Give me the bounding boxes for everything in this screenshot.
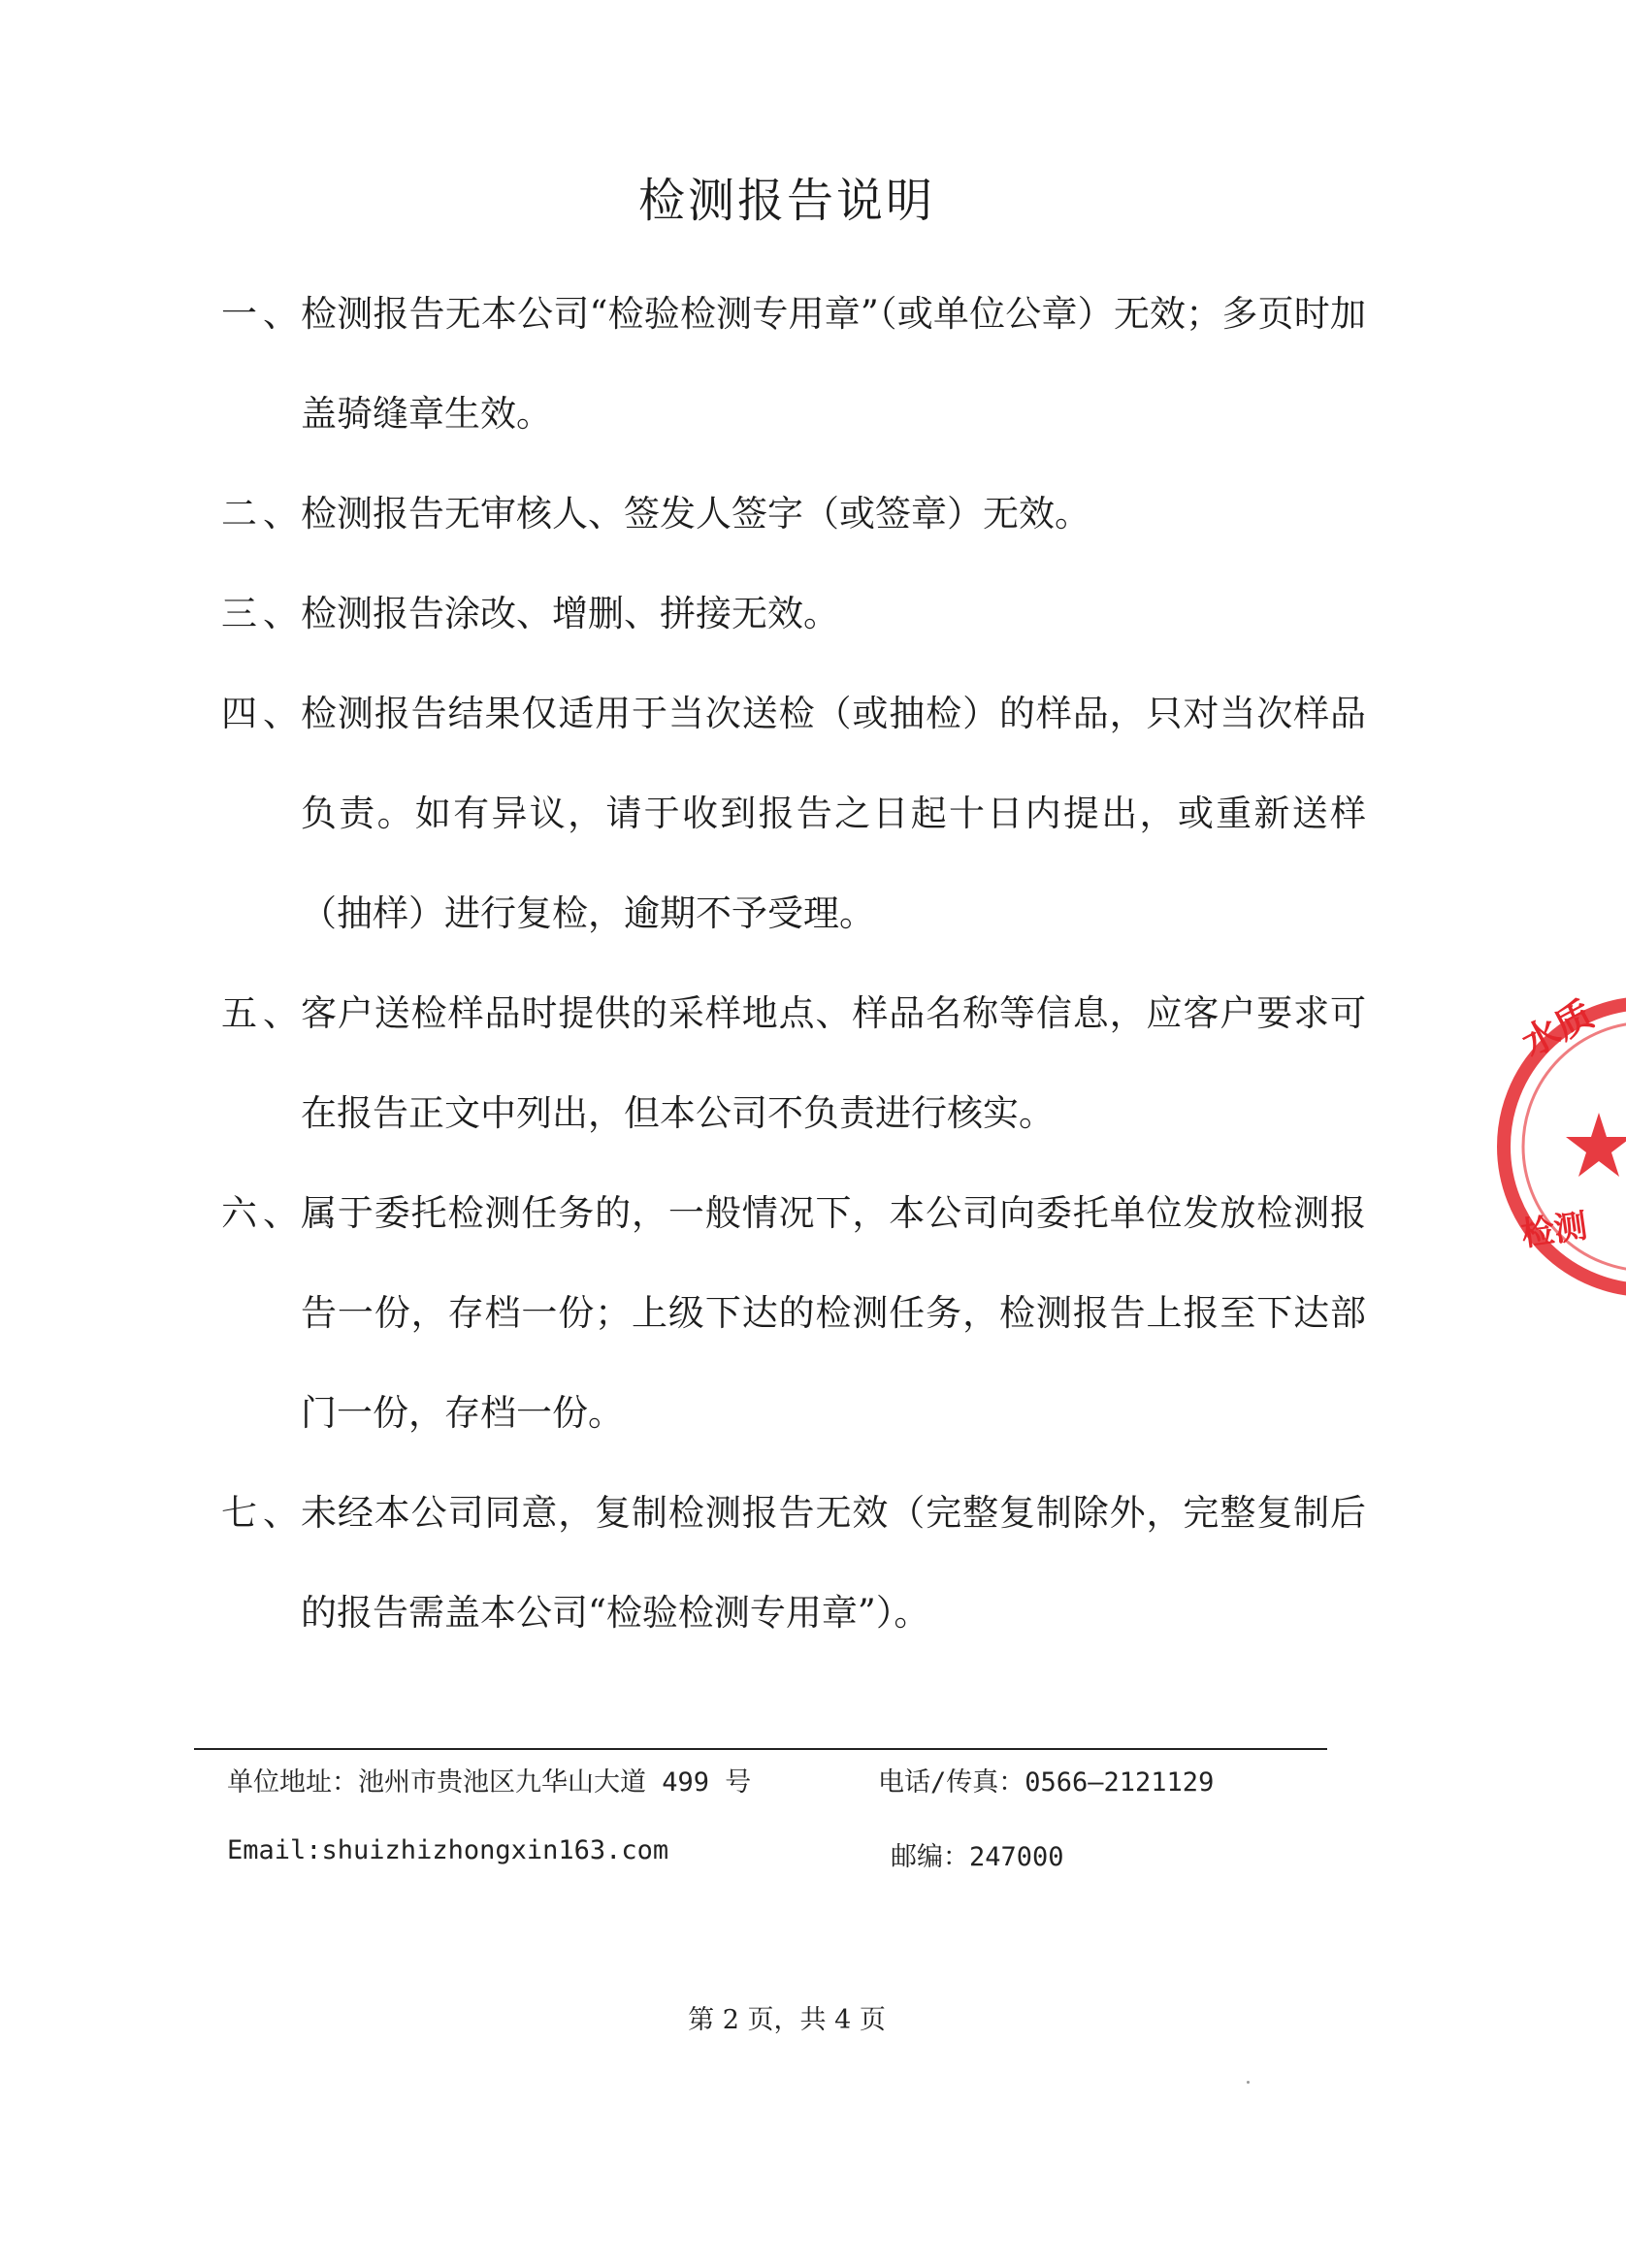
clause-text: 检测报告无本公司“检验检测专用章”（或单位公章）无效；多页时加盖骑缝章生效。 [301, 293, 1366, 435]
footer-postcode: 邮编：247000 [891, 1842, 1064, 1872]
clause-number: 四、 [221, 693, 305, 734]
scan-speck [1247, 2081, 1250, 2084]
clause-3 [221, 564, 1366, 664]
seal-text-top: 水质 [1514, 992, 1601, 1065]
official-seal-stamp [1502, 982, 1626, 1312]
clause-5 [221, 963, 1366, 1163]
clause-text: 属于委托检测任务的，一般情况下，本公司向委托单位发放检测报告一份，存档一份；上级下达的检测任务，检测报告上报至下达部门一份，存档一份。 [301, 1192, 1366, 1434]
clause-1 [221, 264, 1366, 464]
page-number: 第 2 页，共 4 页 [688, 2005, 886, 2035]
clause-text: 客户送检样品时提供的采样地点、样品名称等信息，应客户要求可在报告正文中列出，但本公司不负责进行核实。 [301, 992, 1366, 1134]
footer-address: 单位地址：池州市贵池区九华山大道 499 号 [227, 1767, 752, 1798]
clause-number: 一、 [221, 293, 305, 335]
seal-star-icon [1566, 1113, 1626, 1177]
clause-text: 检测报告涂改、增删、拼接无效。 [301, 593, 839, 634]
clause-number: 七、 [221, 1492, 305, 1534]
clause-7 [221, 1463, 1366, 1663]
clause-2 [221, 464, 1366, 564]
clause-text: 未经本公司同意，复制检测报告无效（完整复制除外，完整复制后的报告需盖本公司“检验检测专用章”）。 [301, 1492, 1366, 1634]
seal-text-bottom: 检测 [1518, 1206, 1590, 1254]
clause-4 [221, 664, 1366, 963]
clause-number: 六、 [221, 1192, 305, 1234]
clause-number: 五、 [221, 992, 305, 1034]
clause-text: 检测报告无审核人、签发人签字（或签章）无效。 [301, 493, 1090, 535]
clause-text: 检测报告结果仅适用于当次送检（或抽检）的样品，只对当次样品负责。如有异议，请于收到报告之日起十日内提出，或重新送样（抽样）进行复检，逾期不予受理。 [301, 693, 1366, 934]
footer-email: Email:shuizhizhongxin163.com [227, 1835, 669, 1865]
footer-divider [194, 1748, 1327, 1750]
clause-number: 二、 [221, 493, 305, 535]
page-title: 检测报告说明 [637, 174, 935, 228]
clause-6 [221, 1163, 1366, 1463]
clause-number: 三、 [221, 593, 305, 634]
footer-phone: 电话/传真：0566—2121129 [878, 1767, 1215, 1798]
